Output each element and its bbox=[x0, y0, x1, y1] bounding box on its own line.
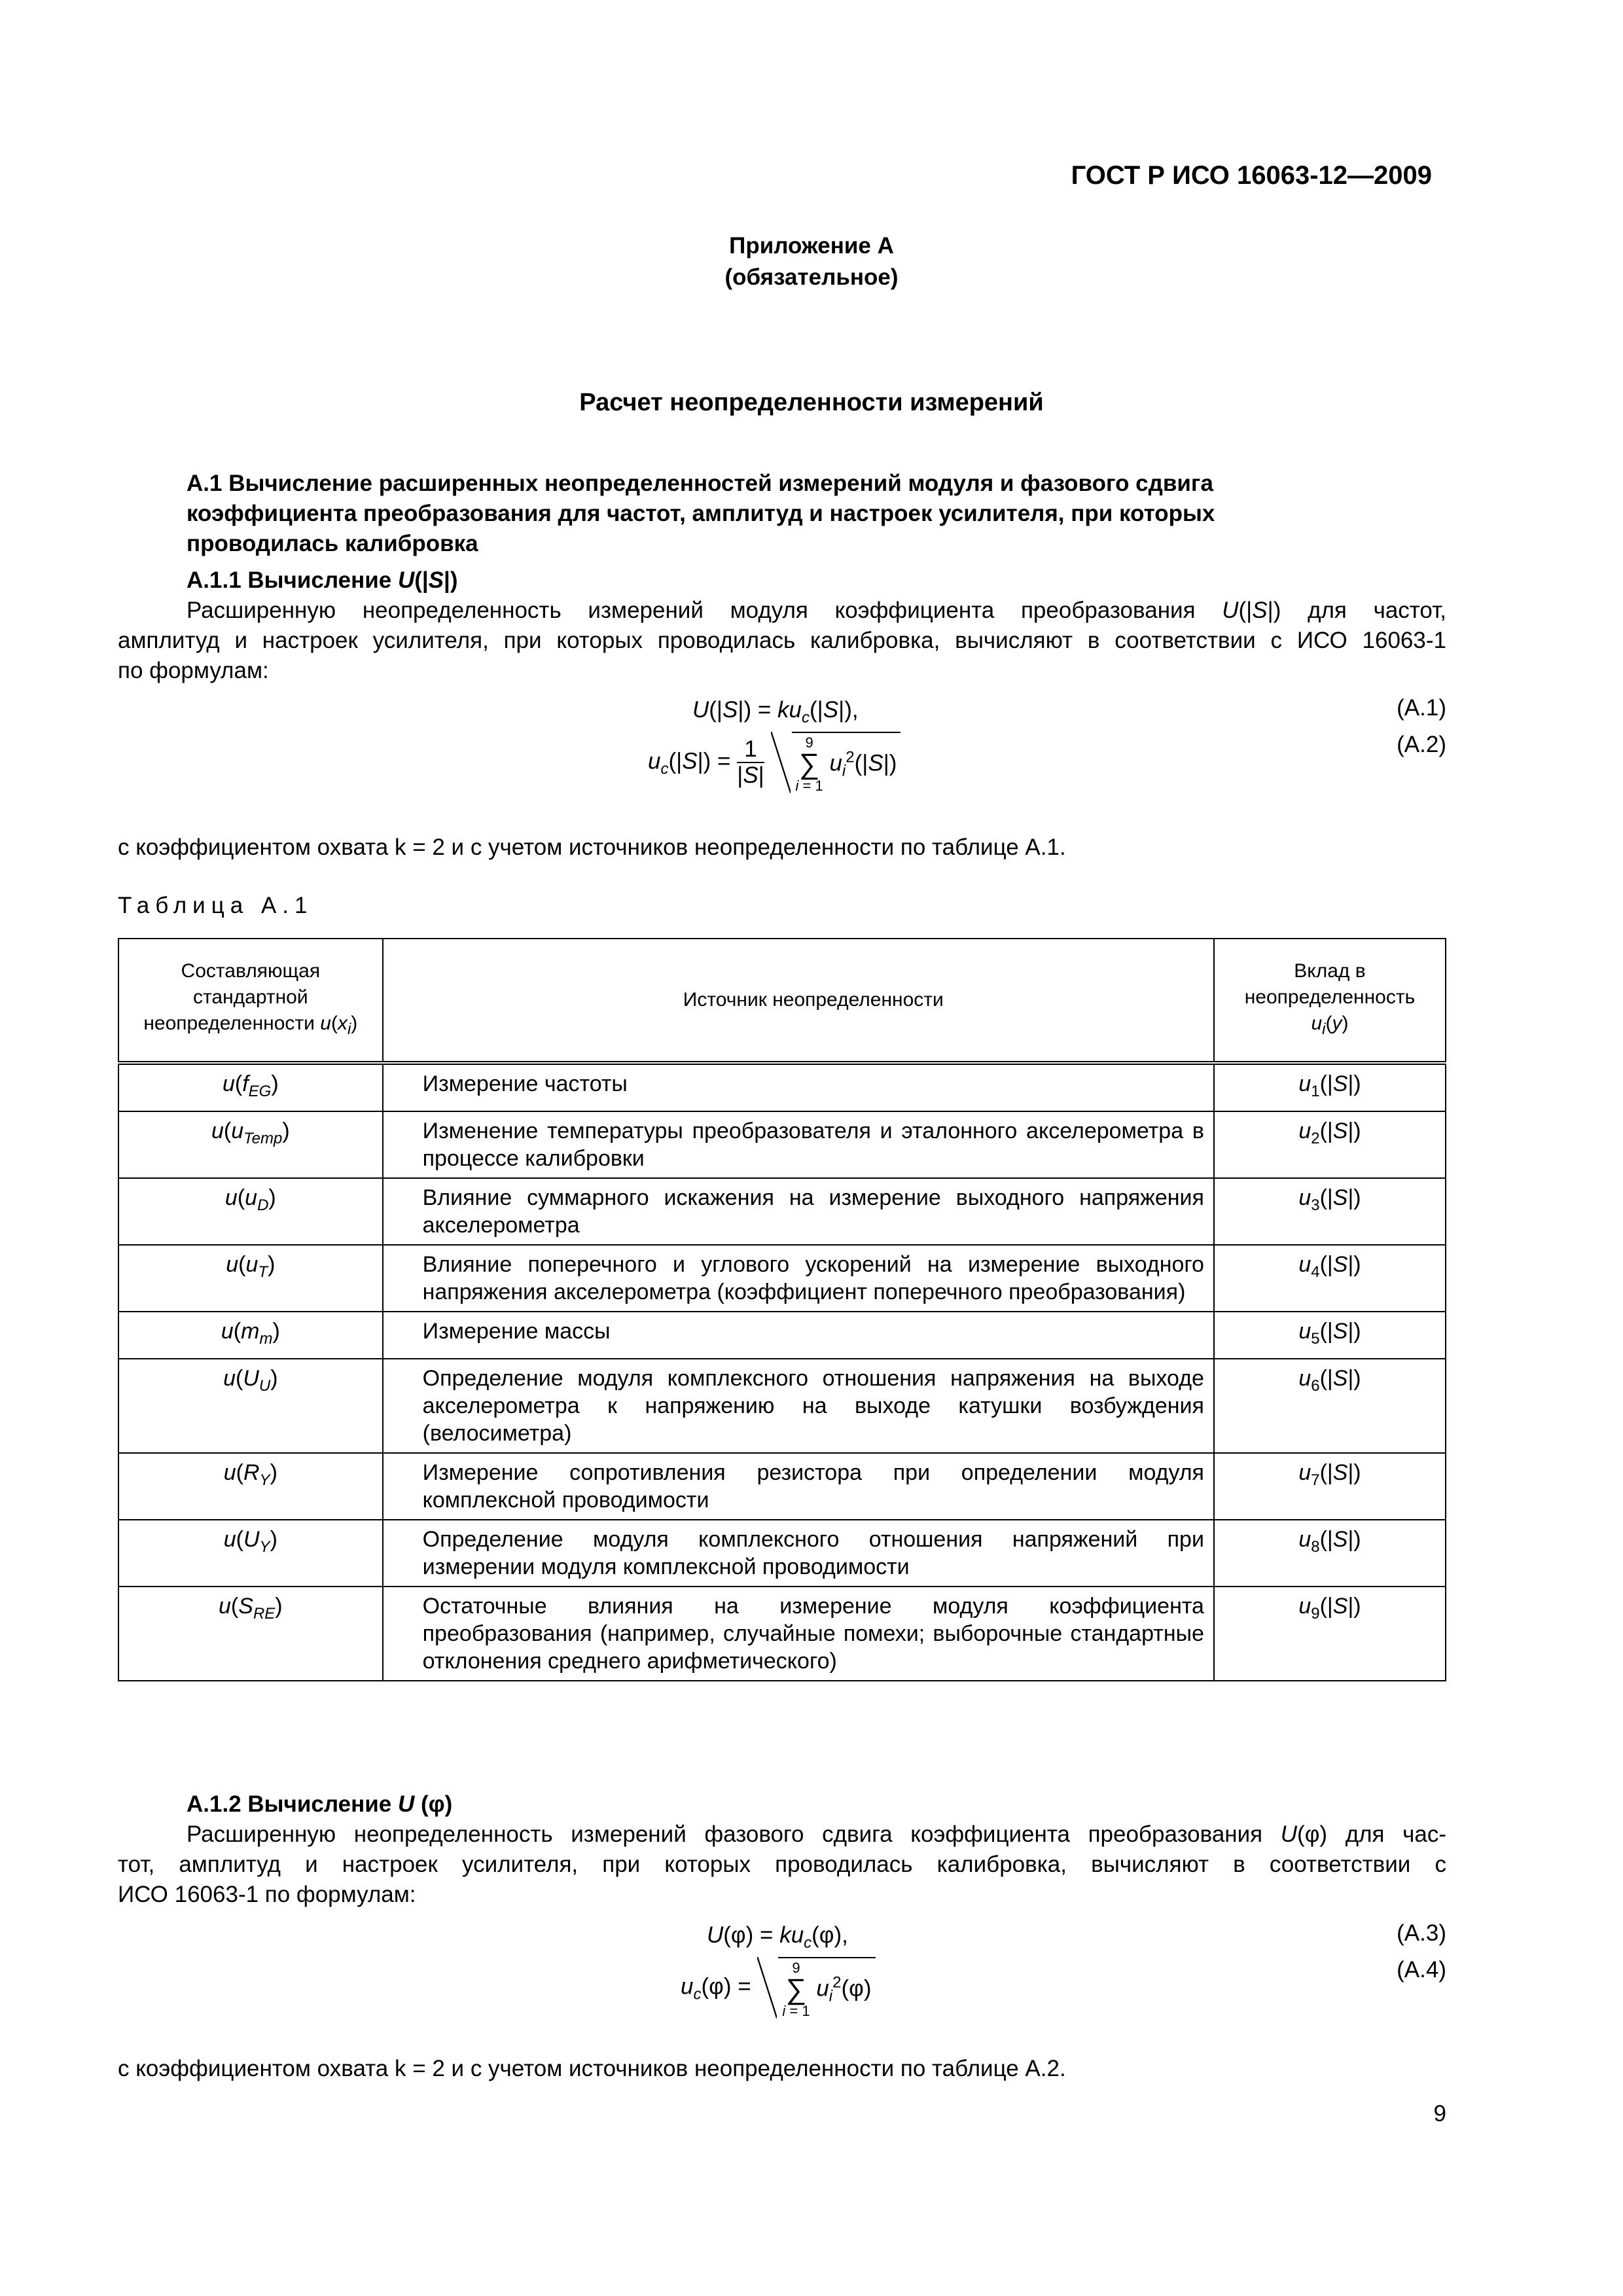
table-cell-contribution: $u_5(|S|)$ bbox=[1214, 1312, 1446, 1359]
table-cell-contribution: $u_4(|S|)$ bbox=[1214, 1245, 1446, 1312]
section-a12-after-text: с коэффициентом охвата k = 2 и с учетом источников неопределенности по таблице А.2. bbox=[118, 2056, 1066, 2081]
section-a11-paragraph-line3: по формулам: bbox=[118, 658, 269, 683]
table-row bbox=[118, 1587, 1446, 1681]
table-cell-source: Влияние поперечного и углового ускорений на измерение выходного напряжения акселерометра (коэффициент поперечного преобразования) bbox=[383, 1245, 1214, 1312]
page-number: 9 bbox=[1433, 2101, 1446, 2126]
formula-a2: $u_c(|S|)$ = $\frac{1}{|S|}$ 9 ∑ i = 1 $u_i^2(|S|)$ bbox=[648, 732, 901, 793]
table-cell-component: $u(f_{EG})$ bbox=[118, 1063, 383, 1111]
section-a12-paragraph-line1: Расширенную неопределенность измерений фазового сдвига коэффициента преобразования U(φ) для час- bbox=[187, 1821, 1446, 1847]
table-cell-contribution: $u_8(|S|)$ bbox=[1214, 1520, 1446, 1587]
table-row bbox=[118, 1312, 1446, 1359]
annex-status: (обязательное) bbox=[724, 264, 899, 290]
table-row bbox=[118, 1063, 1446, 1111]
formula-a1: $U(|S|) = ku_c(|S|)$, bbox=[692, 697, 859, 726]
equation-number-a2: (А.2) bbox=[1397, 732, 1446, 757]
table-cell-component: $u(u_T)$ bbox=[118, 1245, 383, 1312]
formula-a3: $U(\varphi) = ku_c(\varphi)$, bbox=[707, 1922, 848, 1952]
table-cell-component: $u(m_m)$ bbox=[118, 1312, 383, 1359]
section-a11-paragraph-line1: Расширенную неопределенность измерений модуля коэффициента преобразования U(|S|) для частот, bbox=[187, 598, 1446, 623]
table-cell-contribution: $u_9(|S|)$ bbox=[1214, 1587, 1446, 1681]
equation-number-a4: (А.4) bbox=[1397, 1957, 1446, 1982]
table-row bbox=[118, 1245, 1446, 1312]
table-cell-component: $u(S_{RE})$ bbox=[118, 1587, 383, 1681]
table-cell-contribution: $u_2(|S|)$ bbox=[1214, 1111, 1446, 1178]
table-label: Таблица А.1 bbox=[118, 893, 313, 918]
section-a12-paragraph-line2: тот, амплитуд и настроек усилителя, при которых проводилась калибровка, вычисляют в соответствии с bbox=[118, 1852, 1446, 1877]
table-header-component: Составляющая стандартной неопределенности $u(x_i)$ bbox=[118, 939, 383, 1063]
table-header-contribution: Вклад в неопределенность $u_i(y)$ bbox=[1214, 939, 1446, 1063]
equation-number-a1: (А.1) bbox=[1397, 695, 1446, 721]
section-a11-paragraph-line2: амплитуд и настроек усилителя, при которых проводилась калибровка, вычисляют в соответствии с ИСО 16063-1 bbox=[118, 628, 1446, 653]
table-cell-component: $u(U_U)$ bbox=[118, 1359, 383, 1453]
section-a12-paragraph-line3: ИСО 16063-1 по формулам: bbox=[118, 1882, 416, 1907]
section-a11-heading: А.1.1 Вычисление U(|S|) bbox=[187, 567, 458, 593]
section-a1-heading: А.1 Вычисление расширенных неопределенностей измерений модуля и фазового сдвига коэффициента преобразования для частот, амплитуд и настроек усилителя, при которых проводилась калибровка bbox=[187, 471, 1215, 556]
table-cell-source: Определение модуля комплексного отношения напряжения на выходе акселерометра к напряжению на выходе катушки возбуждения (велосиметра) bbox=[383, 1359, 1214, 1453]
formula-a4: $u_c(\varphi)$ = 9 ∑ i = 1 $u_i^2(\varphi)$ bbox=[681, 1957, 876, 2018]
table-cell-component: $u(U_Y)$ bbox=[118, 1520, 383, 1587]
table-cell-component: $u(u_D)$ bbox=[118, 1178, 383, 1245]
page-title: Расчет неопределенности измерений bbox=[579, 389, 1044, 416]
table-row bbox=[118, 1453, 1446, 1520]
table-header-row bbox=[118, 939, 1446, 1063]
table-cell-contribution: $u_6(|S|)$ bbox=[1214, 1359, 1446, 1453]
table-cell-contribution: $u_7(|S|)$ bbox=[1214, 1453, 1446, 1520]
uncertainty-table bbox=[118, 938, 1446, 1681]
table-row bbox=[118, 1359, 1446, 1453]
table-cell-source: Измерение частоты bbox=[383, 1063, 1214, 1111]
table-row bbox=[118, 1111, 1446, 1178]
annex-label: Приложение А bbox=[729, 233, 894, 259]
table-cell-component: $u(R_Y)$ bbox=[118, 1453, 383, 1520]
table-row bbox=[118, 1520, 1446, 1587]
section-a12-heading: А.1.2 Вычисление U (φ) bbox=[187, 1791, 453, 1817]
table-cell-source: Изменение температуры преобразователя и эталонного акселерометра в процессе калибровки bbox=[383, 1111, 1214, 1178]
table-cell-component: $u(u_{Temp})$ bbox=[118, 1111, 383, 1178]
table-row bbox=[118, 1178, 1446, 1245]
equation-number-a3: (А.3) bbox=[1397, 1920, 1446, 1946]
table-cell-source: Определение модуля комплексного отношения напряжений при измерении модуля комплексной проводимости bbox=[383, 1520, 1214, 1587]
table-cell-source: Измерение массы bbox=[383, 1312, 1214, 1359]
table-header-source: Источник неопределенности bbox=[383, 939, 1214, 1063]
document-code: ГОСТ Р ИСО 16063-12—2009 bbox=[1071, 161, 1432, 190]
table-cell-source: Остаточные влияния на измерение модуля коэффициента преобразования (например, случайные помехи; выборочные стандартные отклонения среднего арифметического) bbox=[383, 1587, 1214, 1681]
table-cell-source: Измерение сопротивления резистора при определении модуля комплексной проводимости bbox=[383, 1453, 1214, 1520]
table-cell-source: Влияние суммарного искажения на измерение выходного напряжения акселерометра bbox=[383, 1178, 1214, 1245]
annex-title bbox=[0, 230, 1623, 293]
section-a11-after-text: с коэффициентом охвата k = 2 и с учетом источников неопределенности по таблице А.1. bbox=[118, 834, 1066, 860]
table-cell-contribution: $u_3(|S|)$ bbox=[1214, 1178, 1446, 1245]
table-cell-contribution: $u_1(|S|)$ bbox=[1214, 1063, 1446, 1111]
